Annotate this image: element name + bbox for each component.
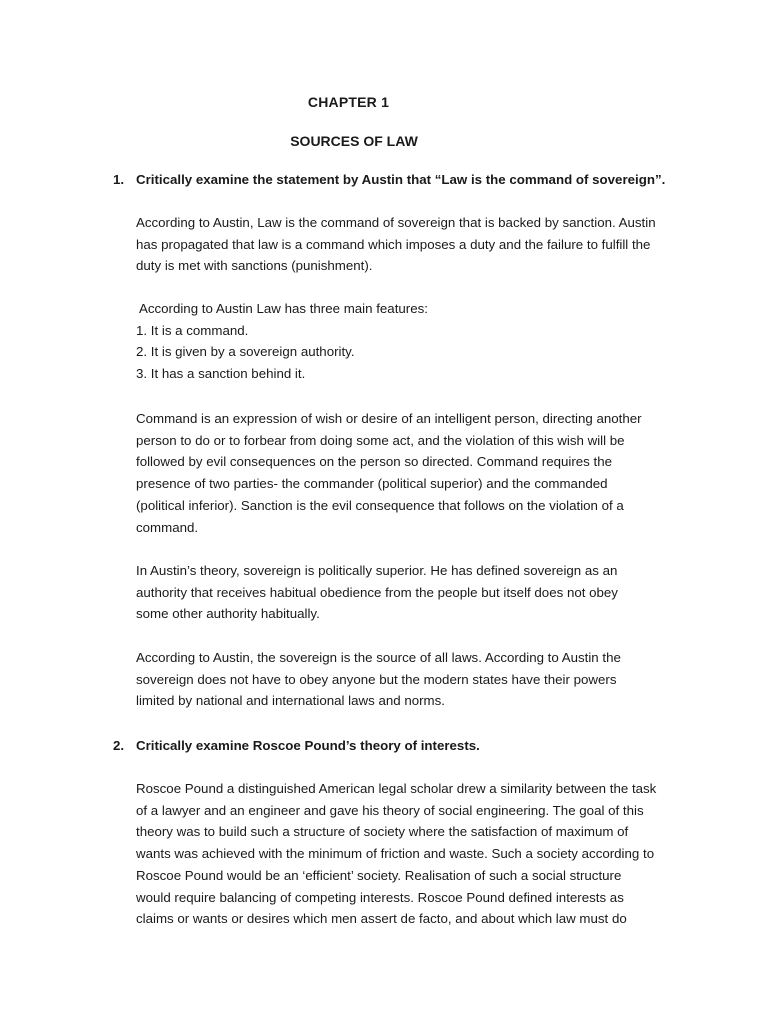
paragraph-line: claims or wants or desires which men assert de facto, and about which law must do — [136, 911, 627, 927]
question-text: Critically examine Roscoe Pound’s theory of interests. — [136, 738, 480, 753]
list-item: 3. It has a sanction behind it. — [136, 366, 306, 382]
paragraph-line: command. — [136, 519, 199, 535]
list-item: 2. It is given by a sovereign authority. — [136, 344, 355, 360]
paragraph-line: According to Austin, the sovereign is the source of all laws. According to Austin the — [136, 650, 621, 665]
question-1 — [113, 169, 665, 191]
paragraph-line: Roscoe Pound would be an ‘efficient’ society. Realisation of such a social structure — [136, 867, 622, 883]
paragraph-line: authority that receives habitual obedience from the people but itself does not obey — [136, 584, 618, 600]
paragraph-line: of a lawyer and an engineer and gave his theory of social engineering. The goal of this — [136, 802, 644, 818]
paragraph-line: some other authority habitually. — [136, 606, 320, 622]
paragraph-line: (political inferior). Sanction is the evil consequence that follows on the violation of a — [136, 497, 624, 513]
question-number: 2. — [113, 738, 125, 753]
chapter-heading: CHAPTER 1 — [307, 94, 390, 110]
paragraph — [136, 560, 681, 625]
paragraph-line: Roscoe Pound a distinguished American legal scholar drew a similarity between the task — [136, 781, 657, 796]
list-item: 1. It is a command. — [136, 322, 249, 338]
paragraph-line: wants was achieved with the minimum of friction and waste. Such a society according to — [136, 846, 655, 862]
paragraph — [136, 408, 681, 538]
features-list — [136, 298, 681, 385]
paragraph-line: According to Austin, Law is the command of sovereign that is backed by sanction. Austin — [136, 215, 656, 230]
paragraph — [136, 778, 681, 930]
paragraph-line: presence of two parties- the commander (political superior) and the commanded — [136, 476, 608, 492]
question-2 — [113, 735, 480, 757]
section-title: SOURCES OF LAW — [290, 133, 418, 149]
paragraph-line: In Austin’s theory, sovereign is politically superior. He has defined sovereign as an — [136, 563, 618, 578]
paragraph-line: would require balancing of competing interests. Roscoe Pound defined interests as — [136, 889, 624, 905]
paragraph-line: duty is met with sanctions (punishment). — [136, 258, 373, 274]
paragraph-line: person to do or to forbear from doing some act, and the violation of this wish will be — [136, 432, 625, 448]
paragraph — [136, 647, 681, 712]
paragraph-line: theory was to build such a structure of society where the satisfaction of maximum of — [136, 824, 629, 840]
paragraph — [136, 212, 681, 277]
list-intro: According to Austin Law has three main features: — [136, 301, 428, 316]
question-text: Critically examine the statement by Austin that “Law is the command of sovereign”. — [136, 172, 666, 187]
paragraph-line: followed by evil consequences on the person so directed. Command requires the — [136, 454, 613, 470]
paragraph-line: limited by national and international laws and norms. — [136, 693, 445, 709]
paragraph-line: has propagated that law is a command which imposes a duty and the failure to fulfill the — [136, 236, 651, 252]
paragraph-line: Command is an expression of wish or desire of an intelligent person, directing another — [136, 411, 642, 426]
question-number: 1. — [113, 172, 125, 187]
paragraph-line: sovereign does not have to obey anyone but the modern states have their powers — [136, 671, 617, 687]
